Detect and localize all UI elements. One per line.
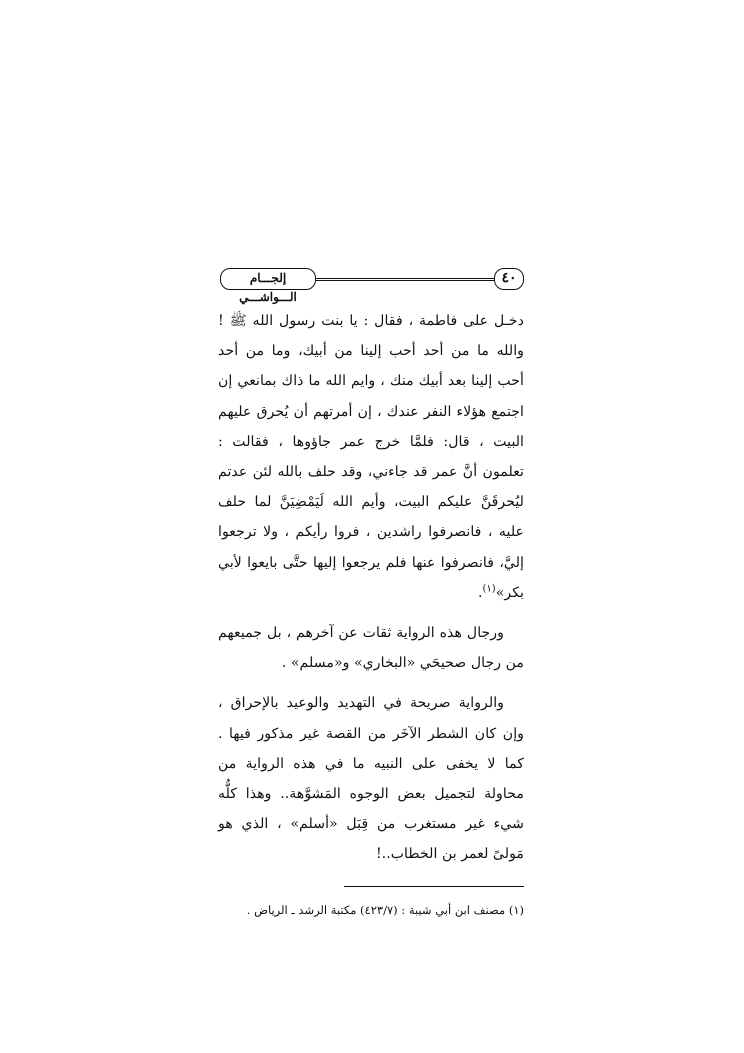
paragraph-2: ورجال هذه الرواية ثقات عن آخرهم ، بل جميعهم من رجال صحيحَي «البخاري» و«مسلم» . xyxy=(218,625,524,672)
running-title: إلجـــام الـــواشـــي xyxy=(220,268,316,290)
footnote-rule xyxy=(344,886,524,887)
footnote: (١) مصنف ابن أبي شيبة : (٤٢٣/٧) مكتبة الرشد ـ الرياض . xyxy=(246,902,524,917)
page-header xyxy=(218,268,524,304)
page-number: ٤٠ xyxy=(494,268,524,290)
main-text xyxy=(218,306,524,870)
footnote-ref: (١) xyxy=(482,583,496,595)
paragraph-1-text: دخـل على فاطمة ، فقال : يا بنت رسول الله ﷺ ! والله ما من أحد أحب إلينا من أبيك، وما من أحد أحب إلينا بعد أبيك منك ، وايم الله ما ذاك بمانعي إن اجتمع هؤلاء النفر عندك ، إن أمرتهم أن يُحرق عليهم البيت ، قال: فلمَّا خرج عمر جاؤوها ، فقالت : تعلمون أنَّ عمر قد جاءني، وقد حلف بالله لئن عدتم ليُحرقَنَّ عليكم البيت، وأيم الله لَيَمْضِيَنَّ لما حلف عليه ، فانصرفوا راشدين ، فروا رأيكم ، ولا ترجعوا إليَّ، فانصرفوا عنها فلم يرجعوا إليها حتَّى بايعوا لأبي بكر» xyxy=(218,313,524,601)
book-page xyxy=(218,268,524,919)
paragraph-1 xyxy=(218,306,524,608)
paragraph-1-tail: . xyxy=(478,584,483,601)
paragraph-3: والرواية صريحة في التهديد والوعيد بالإحراق ، وإن كان الشطر الآخَر من القصة غير مذكور فيها . كما لا يخفى على النبيه ما في هذه الرواية من محاولة لتجميل بعض الوجوه المَشوَّهة.. وهذا كلُّه شيء غير مستغرب من قِبَل «أسلم» ، الذي هو مَولىً لعمر بن الخطاب..! xyxy=(218,695,524,863)
